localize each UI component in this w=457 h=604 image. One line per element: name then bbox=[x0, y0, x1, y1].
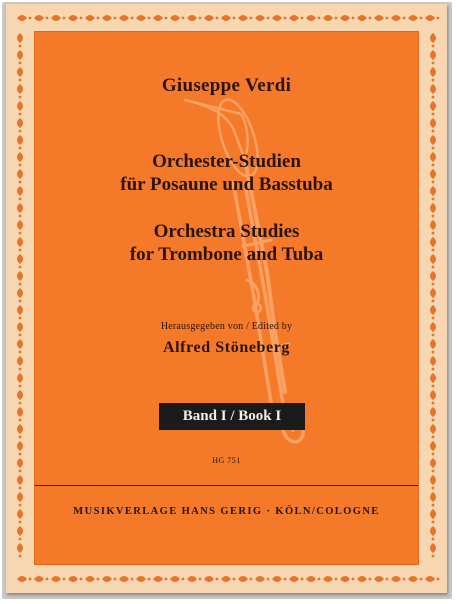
border-dot bbox=[46, 578, 49, 581]
border-motif bbox=[17, 509, 23, 519]
border-motif bbox=[391, 576, 401, 582]
title-english-line-1: Orchestra Studies bbox=[153, 221, 300, 242]
border-dot bbox=[432, 249, 435, 252]
border-dot bbox=[432, 487, 435, 490]
border-motif bbox=[255, 576, 265, 582]
border-motif bbox=[430, 356, 436, 366]
border-dot bbox=[19, 232, 22, 235]
border-motif bbox=[17, 101, 23, 111]
border-dot bbox=[301, 578, 304, 581]
border-dot bbox=[432, 181, 435, 184]
border-ornament-right bbox=[430, 33, 436, 557]
border-dot bbox=[19, 436, 22, 439]
border-motif bbox=[17, 186, 23, 196]
border-dot bbox=[432, 521, 435, 524]
border-dot bbox=[19, 317, 22, 320]
border-motif bbox=[221, 15, 231, 21]
border-dot bbox=[182, 17, 185, 20]
border-dot bbox=[335, 578, 338, 581]
border-dot bbox=[432, 62, 435, 65]
sheet-music-cover bbox=[6, 4, 447, 593]
border-motif bbox=[408, 576, 418, 582]
border-dot bbox=[19, 164, 22, 167]
border-motif bbox=[340, 576, 350, 582]
border-dot bbox=[432, 351, 435, 354]
border-dot bbox=[437, 578, 440, 581]
border-dot bbox=[432, 538, 435, 541]
border-motif bbox=[85, 576, 95, 582]
border-motif bbox=[391, 15, 401, 21]
border-dot bbox=[19, 368, 22, 371]
border-motif bbox=[153, 576, 163, 582]
border-dot bbox=[19, 402, 22, 405]
border-dot bbox=[19, 504, 22, 507]
border-motif bbox=[430, 288, 436, 298]
border-dot bbox=[318, 578, 321, 581]
border-dot bbox=[19, 283, 22, 286]
border-dot bbox=[233, 578, 236, 581]
border-dot bbox=[420, 578, 423, 581]
border-ornament-top bbox=[17, 15, 439, 21]
border-motif bbox=[17, 203, 23, 213]
border-dot bbox=[216, 17, 219, 20]
border-dot bbox=[432, 385, 435, 388]
border-dot bbox=[19, 300, 22, 303]
border-dot bbox=[432, 334, 435, 337]
border-dot bbox=[432, 45, 435, 48]
border-motif bbox=[187, 576, 197, 582]
border-motif bbox=[119, 576, 129, 582]
border-dot bbox=[19, 130, 22, 133]
border-motif bbox=[238, 15, 248, 21]
composer-name: Giuseppe Verdi bbox=[161, 75, 292, 96]
border-dot bbox=[19, 96, 22, 99]
border-dot bbox=[403, 578, 406, 581]
border-motif bbox=[170, 576, 180, 582]
border-dot bbox=[432, 419, 435, 422]
border-dot bbox=[369, 17, 372, 20]
border-motif bbox=[430, 458, 436, 468]
border-motif bbox=[204, 576, 214, 582]
border-motif bbox=[430, 67, 436, 77]
publisher-line: MUSIKVERLAGE HANS GERIG · KÖLN/COLOGNE bbox=[73, 506, 380, 517]
border-dot bbox=[97, 17, 100, 20]
border-motif bbox=[289, 576, 299, 582]
border-dot bbox=[318, 17, 321, 20]
border-motif bbox=[17, 33, 23, 43]
border-motif bbox=[153, 15, 163, 21]
border-motif bbox=[430, 33, 436, 43]
border-motif bbox=[430, 322, 436, 332]
title-german-line-2: für Posaune und Basstuba bbox=[120, 174, 333, 195]
border-motif bbox=[430, 203, 436, 213]
border-motif bbox=[17, 424, 23, 434]
volume-badge: Band I / Book I bbox=[159, 403, 305, 430]
border-dot bbox=[19, 334, 22, 337]
border-motif bbox=[136, 576, 146, 582]
border-motif bbox=[430, 152, 436, 162]
border-dot bbox=[19, 453, 22, 456]
border-motif bbox=[17, 67, 23, 77]
border-motif bbox=[306, 576, 316, 582]
border-motif bbox=[430, 492, 436, 502]
border-motif bbox=[17, 339, 23, 349]
border-motif bbox=[430, 118, 436, 128]
border-motif bbox=[136, 15, 146, 21]
border-motif bbox=[255, 15, 265, 21]
border-motif bbox=[430, 305, 436, 315]
border-motif bbox=[430, 373, 436, 383]
border-motif bbox=[425, 576, 435, 582]
border-dot bbox=[432, 504, 435, 507]
border-dot bbox=[148, 578, 151, 581]
border-motif bbox=[17, 152, 23, 162]
border-dot bbox=[165, 578, 168, 581]
border-dot bbox=[19, 470, 22, 473]
border-dot bbox=[19, 555, 22, 558]
border-dot bbox=[432, 113, 435, 116]
border-dot bbox=[250, 17, 253, 20]
border-dot bbox=[432, 402, 435, 405]
border-motif bbox=[51, 576, 61, 582]
border-dot bbox=[114, 578, 117, 581]
border-dot bbox=[432, 215, 435, 218]
border-motif bbox=[17, 271, 23, 281]
border-dot bbox=[131, 17, 134, 20]
border-dot bbox=[19, 215, 22, 218]
border-dot bbox=[114, 17, 117, 20]
border-dot bbox=[19, 419, 22, 422]
border-motif bbox=[430, 475, 436, 485]
border-motif bbox=[119, 15, 129, 21]
border-motif bbox=[85, 15, 95, 21]
border-motif bbox=[17, 118, 23, 128]
editor-label: Herausgegeben von / Edited by bbox=[160, 321, 293, 332]
border-motif bbox=[17, 305, 23, 315]
border-motif bbox=[430, 509, 436, 519]
border-dot bbox=[284, 17, 287, 20]
border-dot bbox=[432, 96, 435, 99]
border-dot bbox=[432, 164, 435, 167]
border-dot bbox=[432, 555, 435, 558]
border-motif bbox=[430, 407, 436, 417]
border-motif bbox=[17, 407, 23, 417]
border-dot bbox=[63, 578, 66, 581]
border-motif bbox=[17, 356, 23, 366]
border-dot bbox=[46, 17, 49, 20]
border-dot bbox=[432, 266, 435, 269]
border-motif bbox=[430, 254, 436, 264]
border-motif bbox=[430, 84, 436, 94]
border-dot bbox=[267, 17, 270, 20]
border-dot bbox=[233, 17, 236, 20]
border-dot bbox=[437, 17, 440, 20]
border-motif bbox=[34, 576, 44, 582]
border-motif bbox=[430, 441, 436, 451]
border-dot bbox=[19, 249, 22, 252]
border-motif bbox=[17, 15, 27, 21]
border-dot bbox=[432, 283, 435, 286]
border-dot bbox=[432, 198, 435, 201]
border-motif bbox=[425, 15, 435, 21]
editor-name: Alfred Stöneberg bbox=[162, 339, 291, 356]
border-dot bbox=[432, 147, 435, 150]
border-dot bbox=[432, 130, 435, 133]
title-panel bbox=[35, 32, 418, 564]
border-dot bbox=[284, 578, 287, 581]
border-motif bbox=[357, 576, 367, 582]
border-dot bbox=[301, 17, 304, 20]
border-motif bbox=[374, 576, 384, 582]
border-dot bbox=[352, 578, 355, 581]
border-motif bbox=[102, 576, 112, 582]
border-motif bbox=[68, 15, 78, 21]
border-dot bbox=[267, 578, 270, 581]
border-motif bbox=[408, 15, 418, 21]
border-ornament-left bbox=[17, 33, 23, 557]
border-dot bbox=[386, 17, 389, 20]
border-dot bbox=[369, 578, 372, 581]
border-dot bbox=[432, 232, 435, 235]
border-dot bbox=[97, 578, 100, 581]
border-motif bbox=[430, 237, 436, 247]
border-dot bbox=[403, 17, 406, 20]
border-motif bbox=[102, 15, 112, 21]
border-motif bbox=[272, 15, 282, 21]
border-motif bbox=[430, 271, 436, 281]
border-dot bbox=[19, 62, 22, 65]
border-motif bbox=[34, 15, 44, 21]
border-dot bbox=[19, 487, 22, 490]
border-motif bbox=[238, 576, 248, 582]
border-motif bbox=[17, 373, 23, 383]
border-dot bbox=[19, 181, 22, 184]
border-motif bbox=[17, 288, 23, 298]
border-dot bbox=[29, 17, 32, 20]
border-dot bbox=[19, 113, 22, 116]
border-motif bbox=[17, 576, 27, 582]
border-motif bbox=[17, 526, 23, 536]
border-dot bbox=[432, 470, 435, 473]
border-dot bbox=[352, 17, 355, 20]
border-motif bbox=[323, 576, 333, 582]
border-dot bbox=[335, 17, 338, 20]
border-motif bbox=[51, 15, 61, 21]
border-dot bbox=[19, 385, 22, 388]
border-dot bbox=[19, 79, 22, 82]
border-dot bbox=[432, 436, 435, 439]
border-motif bbox=[17, 322, 23, 332]
border-motif bbox=[17, 458, 23, 468]
border-dot bbox=[131, 578, 134, 581]
border-dot bbox=[19, 266, 22, 269]
border-dot bbox=[432, 79, 435, 82]
divider-rule bbox=[35, 485, 418, 486]
border-dot bbox=[19, 147, 22, 150]
border-dot bbox=[432, 300, 435, 303]
border-motif bbox=[17, 135, 23, 145]
border-motif bbox=[289, 15, 299, 21]
border-motif bbox=[374, 15, 384, 21]
border-dot bbox=[19, 521, 22, 524]
border-dot bbox=[63, 17, 66, 20]
border-motif bbox=[17, 50, 23, 60]
border-motif bbox=[430, 220, 436, 230]
border-motif bbox=[187, 15, 197, 21]
border-motif bbox=[430, 390, 436, 400]
border-dot bbox=[432, 317, 435, 320]
border-dot bbox=[148, 17, 151, 20]
title-german-line-1: Orchester-Studien bbox=[152, 151, 301, 172]
border-motif bbox=[306, 15, 316, 21]
border-ornament-bottom bbox=[17, 576, 439, 582]
border-motif bbox=[17, 84, 23, 94]
border-dot bbox=[80, 17, 83, 20]
border-dot bbox=[386, 578, 389, 581]
border-motif bbox=[323, 15, 333, 21]
border-motif bbox=[17, 169, 23, 179]
border-dot bbox=[29, 578, 32, 581]
border-motif bbox=[17, 475, 23, 485]
border-motif bbox=[17, 441, 23, 451]
border-motif bbox=[204, 15, 214, 21]
border-motif bbox=[17, 543, 23, 553]
border-motif bbox=[430, 526, 436, 536]
border-dot bbox=[19, 538, 22, 541]
border-motif bbox=[17, 220, 23, 230]
border-motif bbox=[430, 169, 436, 179]
border-dot bbox=[80, 578, 83, 581]
catalog-number: HG 751 bbox=[212, 456, 241, 465]
border-dot bbox=[199, 578, 202, 581]
border-motif bbox=[357, 15, 367, 21]
border-motif bbox=[17, 390, 23, 400]
border-motif bbox=[17, 254, 23, 264]
border-dot bbox=[19, 45, 22, 48]
border-motif bbox=[221, 576, 231, 582]
border-motif bbox=[430, 339, 436, 349]
border-motif bbox=[340, 15, 350, 21]
border-motif bbox=[68, 576, 78, 582]
border-dot bbox=[432, 368, 435, 371]
title-english-line-2: for Trombone and Tuba bbox=[129, 244, 324, 265]
border-dot bbox=[216, 578, 219, 581]
border-dot bbox=[199, 17, 202, 20]
border-dot bbox=[420, 17, 423, 20]
border-motif bbox=[17, 492, 23, 502]
border-motif bbox=[272, 576, 282, 582]
border-dot bbox=[19, 198, 22, 201]
border-dot bbox=[19, 351, 22, 354]
border-dot bbox=[165, 17, 168, 20]
border-dot bbox=[250, 578, 253, 581]
border-motif bbox=[430, 101, 436, 111]
border-dot bbox=[432, 453, 435, 456]
border-motif bbox=[170, 15, 180, 21]
border-motif bbox=[430, 135, 436, 145]
border-motif bbox=[430, 50, 436, 60]
border-motif bbox=[430, 543, 436, 553]
border-motif bbox=[17, 237, 23, 247]
border-motif bbox=[430, 424, 436, 434]
border-motif bbox=[430, 186, 436, 196]
border-dot bbox=[182, 578, 185, 581]
